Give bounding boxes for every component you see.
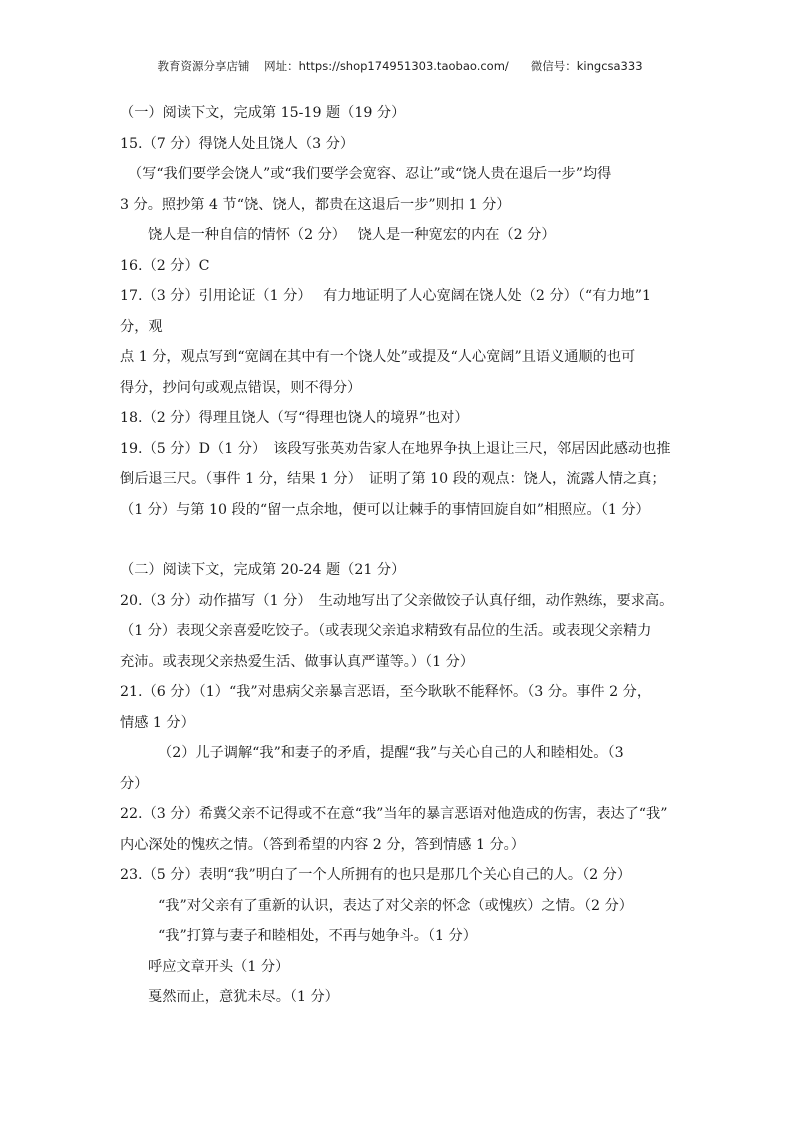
answer-line: “我”打算与妻子和睦相处，不再与她争斗。（1 分） (158, 928, 477, 944)
answer-line: 内心深处的愧疚之情。（答到希望的内容 2 分，答到情感 1 分。） (120, 836, 525, 853)
answer-line: 情感 1 分） (120, 714, 195, 731)
answer-line: 饶人是一种自信的情怀（2 分） 饶人是一种宽宏的内在（2 分） (148, 227, 556, 243)
answer-line: 充沛。或表现父亲热爱生活、做事认真严谨等。）（1 分） (120, 653, 475, 670)
answer-line: 戛然而止，意犹未尽。（1 分） (148, 989, 339, 1005)
answer-line: （2）儿子调解“我”和妻子的矛盾，提醒“我”与关心自己的人和睦相处。（3 (158, 745, 624, 761)
answer-line: 呼应文章开头（1 分） (148, 958, 290, 975)
answer-line: （1 分）表现父亲喜爱吃饺子。（或表现父亲追求精致有品位的生活。或表现父亲精力 (120, 623, 652, 639)
answer-line: 19.（5 分）D（1 分） 该段写张英劝告家人在地界争执上退让三尺，邻居因此感动也推 (120, 440, 671, 457)
answer-line: 3 分。照抄第 4 节“饶、饶人，都贵在这退后一步”则扣 1 分） (120, 196, 511, 213)
answer-line: 得分，抄问句或观点错误，则不得分） (120, 379, 362, 396)
answer-line: 21.（6 分）（1）“我”对患病父亲暴言恶语，至今耿耿不能释怀。（3 分。事件 2 分， (120, 684, 652, 700)
answer-line: 点 1 分，观点写到“宽阔在其中有一个饶人处”或提及“人心宽阔”且语义通顺的也可 (120, 349, 636, 365)
section-title: （一）阅读下文，完成第 15-19 题（19 分） (120, 105, 406, 121)
answer-line: 18.（2 分）得理且饶人（写“得理也饶人的境界”也对） (120, 410, 469, 426)
answer-line: 23.（5 分）表明“我”明白了一个人所拥有的也只是那几个关心自己的人。（2 分） (120, 867, 632, 883)
answer-line: （1 分）与第 10 段的“留一点余地，便可以让棘手的事情回旋自如”相照应。（1 分） (120, 501, 650, 518)
answer-content (120, 98, 690, 1013)
wechat-label: 微信号： (530, 59, 577, 73)
answer-line: 分） (120, 775, 149, 792)
answer-line: 22.（3 分）希冀父亲不记得或不在意“我”当年的暴言恶语对他造成的伤害，表达了“我” (120, 806, 668, 822)
answer-line: 16.（2 分）C (120, 257, 210, 274)
answer-line: 20.（3 分）动作描写（1 分） 生动地写出了父亲做饺子认真仔细，动作熟练，要求高。 (120, 592, 674, 609)
page-header (0, 58, 800, 74)
section-title: （二）阅读下文，完成第 20-24 题（21 分） (120, 562, 406, 578)
wechat-id: kingcsa333 (576, 59, 643, 73)
answer-line: 倒后退三尺。（事件 1 分，结果 1 分） 证明了第 10 段的观点：饶人，流露人情之真； (120, 471, 666, 487)
answer-line: 17.（3 分）引用论证（1 分） 有力地证明了人心宽阔在饶人处（2 分）（“有力地”1 (120, 288, 652, 304)
answer-line: 15.（7 分）得饶人处且饶人（3 分） (120, 135, 355, 152)
shop-name: 教育资源分享店铺 (157, 59, 250, 73)
shop-url: https://shop174951303.taobao.com/ (298, 59, 509, 73)
url-label: 网址： (264, 59, 299, 73)
answer-line: （写“我们要学会饶人”或“我们要学会宽容、忍让”或“饶人贵在退后一步”均得 (128, 166, 612, 182)
section-gap (120, 525, 690, 555)
answer-line: “我”对父亲有了重新的认识，表达了对父亲的怀念（或愧疚）之情。（2 分） (158, 897, 633, 914)
answer-line: 分，观 (120, 318, 163, 335)
